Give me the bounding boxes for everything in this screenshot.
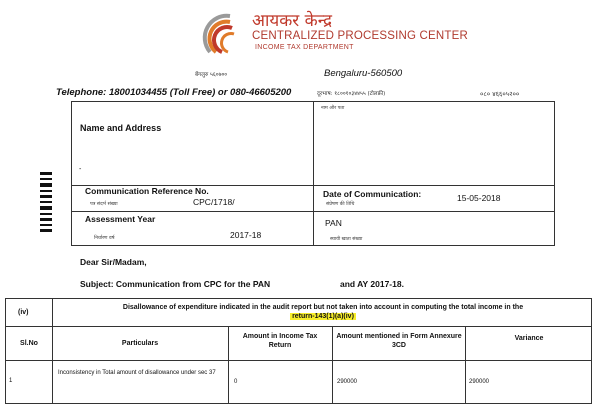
col-header-amount-return: Amount in Income Tax Return [242, 333, 318, 349]
comm-ref-label: Communication Reference No. [85, 186, 209, 196]
section-title-text: Disallowance of expenditure indicated in the audit report but not taken into account in computing the total income in the [122, 304, 524, 311]
barcode-icon [40, 172, 52, 232]
salutation: Dear Sir/Madam, [80, 257, 147, 267]
name-address-label: Name and Address [80, 123, 162, 133]
city-hindi: बेंगलुरु ५६०७०० [195, 72, 228, 78]
pan-label: PAN [325, 218, 342, 228]
ay-label: Assessment Year [85, 214, 156, 224]
col-header-amount-3cd: Amount mentioned in Form Annexure 3CD [336, 333, 462, 349]
col-header-slno: Sl.No [20, 340, 38, 347]
row-1-sl: 1 [9, 378, 13, 384]
date-hindi: संप्रेषण की तिथि [326, 202, 355, 207]
ay-hindi: निर्धारण वर्ष [94, 236, 115, 241]
logo-arc-icon [200, 12, 252, 56]
city-address: Bengaluru-560500 [324, 68, 403, 79]
row-1-variance: 290000 [469, 379, 490, 385]
section-ref: return-143(1)(a)(iv) [292, 313, 354, 320]
ay-value: 2017-18 [230, 230, 262, 240]
telephone-hindi-number: ०८० ४६६०५२०० [480, 90, 520, 98]
row-1-amount-3cd: 290000 [337, 379, 358, 385]
date-label: Date of Communication: [323, 189, 422, 199]
row-1-amount-return: 0 [234, 379, 238, 385]
date-value: 15-05-2018 [457, 193, 501, 203]
telephone-line: Telephone: 18001034455 (Toll Free) or 080-46605200 [56, 87, 292, 98]
pan-hindi: स्थायी खाता संख्या [330, 237, 363, 242]
logo-department: INCOME TAX DEPARTMENT [255, 44, 354, 51]
telephone-hindi: दूरभाष: १८००१०३४४५५ (टोलफ्री) [317, 91, 386, 97]
comm-ref-value: CPC/1718/ [193, 197, 235, 207]
comm-ref-hindi: पत्र संदर्भ संख्या [90, 202, 118, 207]
col-header-variance: Variance [514, 335, 544, 342]
logo-title: CENTRALIZED PROCESSING CENTER [252, 30, 469, 42]
name-address-value: - [79, 166, 82, 173]
col-header-particulars: Particulars [121, 340, 159, 347]
logo-hindi-text: आयकर केन्द्र [252, 11, 332, 31]
subject-suffix: and AY 2017-18. [340, 279, 404, 289]
row-1-particulars: Inconsistency in Total amount of disallowance under sec 37 [58, 370, 216, 376]
subject-prefix: Subject: Communication from CPC for the PAN [80, 279, 271, 289]
section-title [56, 303, 590, 321]
section-id: (iv) [18, 309, 29, 316]
cpc-logo [200, 8, 469, 56]
name-address-hindi: नाम और पता [321, 106, 345, 111]
